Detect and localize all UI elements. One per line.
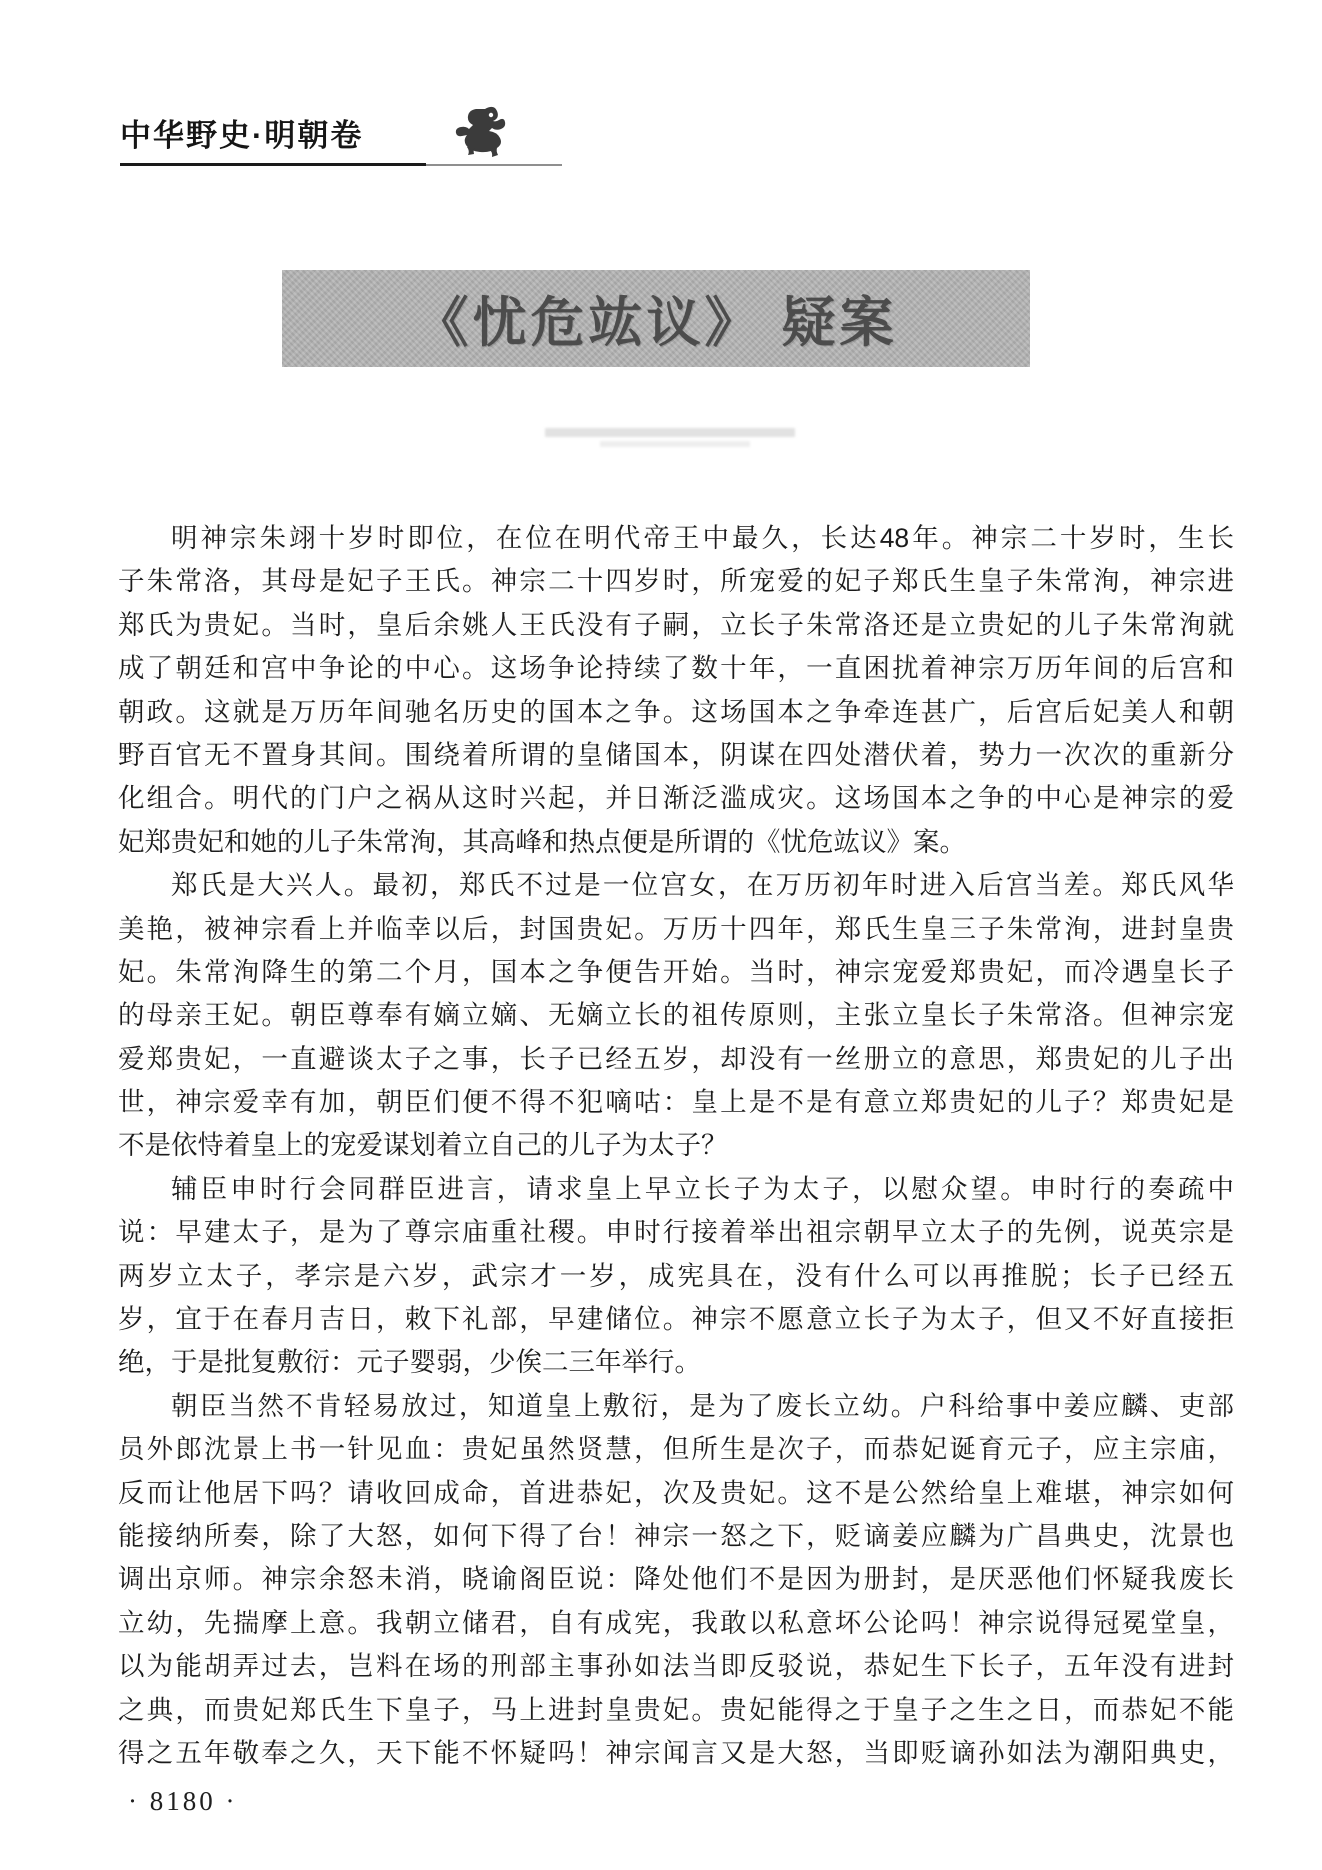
print-bleed-artifact (545, 428, 795, 437)
text-line: 野百官无不置身其间。围绕着所谓的皇储国本，阴谋在四处潜伏着，势力一次次的重新分 (118, 739, 1234, 770)
chapter-title: 《忧危竑议》 疑案 (414, 293, 898, 353)
chapter-title-banner (282, 270, 1030, 367)
text-line: 反而让他居下吗？请收回成命，首进恭妃，次及贵妃。这不是公然给皇上难堪，神宗如何 (118, 1477, 1234, 1508)
text-line: 妃郑贵妃和她的儿子朱常洵，其高峰和热点便是所谓的《忧危竑议》案。 (118, 826, 966, 857)
text-line: 朝政。这就是万历年间驰名历史的国本之争。这场国本之争牵连甚广，后宫后妃美人和朝 (118, 696, 1234, 727)
text-line: 辅臣申时行会同群臣进言，请求皇上早立长子为太子，以慰众望。申时行的奏疏中 (171, 1173, 1234, 1204)
page-number: · 8180 · (128, 1786, 238, 1816)
text-line: 明神宗朱翊十岁时即位，在位在明代帝王中最久，长达48年。神宗二十岁时，生长 (171, 523, 1234, 553)
text-line: 员外郎沈景上书一针见血：贵妃虽然贤慧，但所生是次子，而恭妃诞育元子，应主宗庙， (118, 1434, 1234, 1465)
text-line: 朝臣当然不肯轻易放过，知道皇上敷衍，是为了废长立幼。户科给事中姜应麟、吏部 (171, 1390, 1234, 1421)
header-rule-faded (426, 164, 562, 166)
dragon-seal-icon (455, 103, 509, 161)
text-line: 能接纳所奏，除了大怒，如何下得了台！神宗一怒之下，贬谪姜应麟为广昌典史，沈景也 (118, 1520, 1234, 1551)
text-line: 调出京师。神宗余怒未消，晓谕阁臣说：降处他们不是因为册封，是厌恶他们怀疑我废长 (118, 1564, 1234, 1595)
body-text (118, 517, 1234, 1775)
text-line: 子朱常洛，其母是妃子王氏。神宗二十四岁时，所宠爱的妃子郑氏生皇子朱常洵，神宗进 (118, 566, 1234, 597)
text-line: 世，神宗爱幸有加，朝臣们便不得不犯嘀咕：皇上是不是有意立郑贵妃的儿子？郑贵妃是 (118, 1087, 1234, 1118)
text-line: 爱郑贵妃，一直避谈太子之事，长子已经五岁，却没有一丝册立的意思，郑贵妃的儿子出 (118, 1043, 1234, 1074)
text-line: 得之五年敬奉之久，天下能不怀疑吗！神宗闻言又是大怒，当即贬谪孙如法为潮阳典史， (118, 1737, 1234, 1768)
text-line: 岁，宜于在春月吉日，敕下礼部，早建储位。神宗不愿意立长子为太子，但又不好直接拒 (118, 1304, 1234, 1335)
text-line: 不是依恃着皇上的宠爱谋划着立自己的儿子为太子？ (118, 1130, 728, 1161)
text-line: 美艳，被神宗看上并临幸以后，封国贵妃。万历十四年，郑氏生皇三子朱常洵，进封皇贵 (118, 913, 1234, 944)
running-header-title: 中华野史·明朝卷 (120, 118, 364, 153)
text-line: 说：早建太子，是为了尊宗庙重社稷。申时行接着举出祖宗朝早立太子的先例，说英宗是 (118, 1217, 1234, 1248)
text-line: 化组合。明代的门户之祸从这时兴起，并日渐泛滥成灾。这场国本之争的中心是神宗的爱 (118, 783, 1234, 814)
text-line: 立幼，先揣摩上意。我朝立储君，自有成宪，我敢以私意坏公论吗！神宗说得冠冕堂皇， (118, 1607, 1234, 1638)
text-line: 成了朝廷和宫中争论的中心。这场争论持续了数十年，一直困扰着神宗万历年间的后宫和 (118, 653, 1234, 684)
header-rule (120, 163, 426, 166)
print-bleed-artifact (600, 441, 750, 447)
text-line: 以为能胡弄过去，岂料在场的刑部主事孙如法当即反驳说，恭妃生下长子，五年没有进封 (118, 1651, 1234, 1682)
text-line: 妃。朱常洵降生的第二个月，国本之争便告开始。当时，神宗宠爱郑贵妃，而冷遇皇长子 (118, 956, 1234, 987)
text-line: 郑氏是大兴人。最初，郑氏不过是一位宫女，在万历初年时进入后宫当差。郑氏风华 (171, 870, 1234, 901)
text-line: 郑氏为贵妃。当时，皇后余姚人王氏没有子嗣，立长子朱常洛还是立贵妃的儿子朱常洵就 (118, 609, 1234, 640)
text-line: 绝，于是批复敷衍：元子婴弱，少俟二三年举行。 (118, 1347, 701, 1378)
text-line: 的母亲王妃。朝臣尊奉有嫡立嫡、无嫡立长的祖传原则，主张立皇长子朱常洛。但神宗宠 (118, 1000, 1234, 1031)
text-line: 两岁立太子，孝宗是六岁，武宗才一岁，成宪具在，没有什么可以再推脱；长子已经五 (118, 1260, 1234, 1291)
text-line: 之典，而贵妃郑氏生下皇子，马上进封皇贵妃。贵妃能得之于皇子之生之日，而恭妃不能 (118, 1694, 1234, 1725)
